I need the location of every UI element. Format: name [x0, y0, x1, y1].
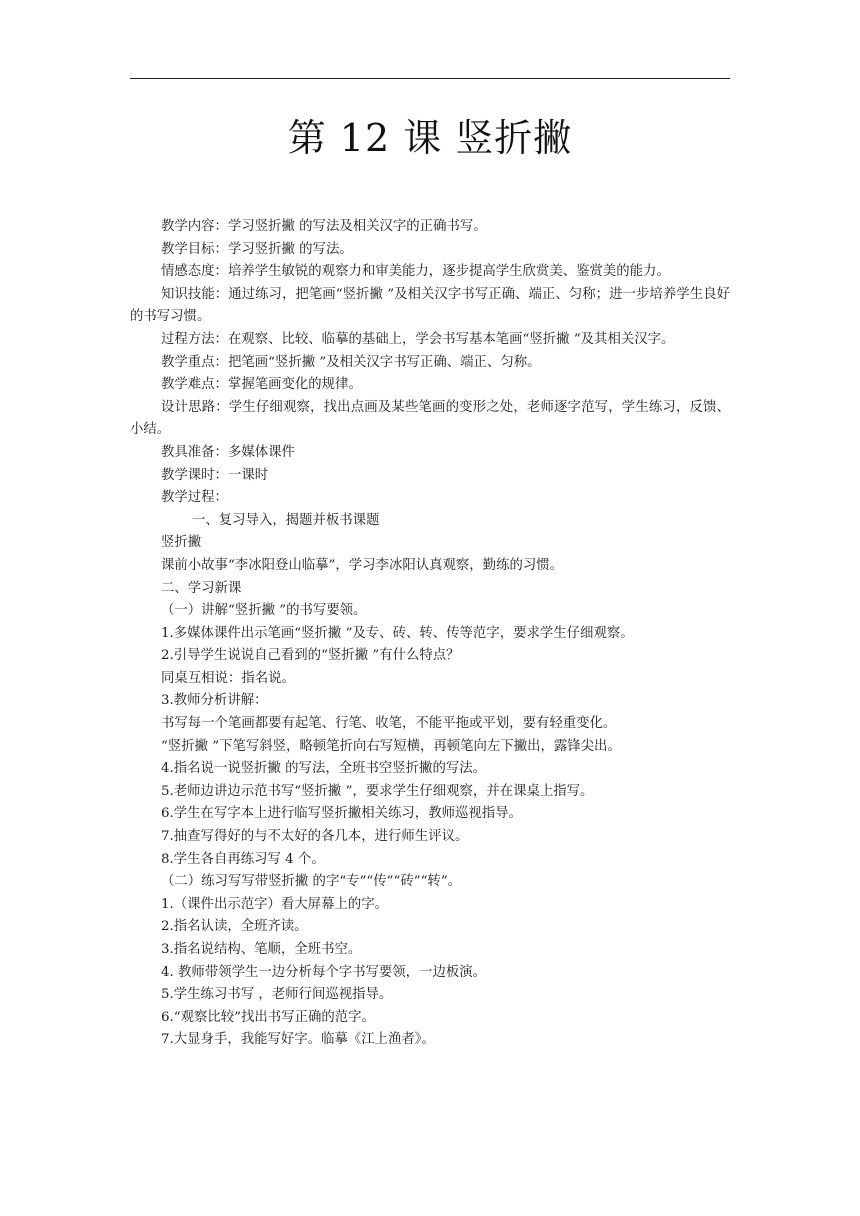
paragraph: 8.学生各自再练习写 4 个。	[161, 851, 325, 867]
paragraph: 设计思路：学生仔细观察，找出点画及某些笔画的变形之处，老师逐字范写，学生练习，反馈、小结。	[130, 399, 730, 438]
paragraph: 竖折撇	[161, 535, 202, 551]
paragraph: 教学过程：	[161, 490, 228, 506]
paragraph: 二、学习新课	[161, 580, 242, 596]
paragraph: 知识技能：通过练习，把笔画“竖折撇 ”及相关汉字书写正确、端正、匀称；进一步培养学生良好的书写习惯。	[130, 286, 730, 325]
paragraph: 教学目标：学习竖折撇 的写法。	[161, 241, 353, 257]
paragraph: 同桌互相说：指名说。	[161, 670, 295, 686]
paragraph: 教学课时：一课时	[161, 467, 269, 483]
paragraph: （二）练习写写带竖折撇 的字“专”“传”“砖”“转”。	[161, 874, 462, 890]
paragraph: 3.教师分析讲解：	[161, 693, 268, 709]
paragraph: 2.引导学生说说自己看到的“竖折撇 ”有什么特点？	[161, 648, 460, 664]
paragraph: 教学内容：学习竖折撇 的写法及相关汉字的正确书写。	[161, 219, 487, 234]
paragraph: 书写每一个笔画都要有起笔、行笔、收笔，不能平拖或平划，要有轻重变化。	[161, 716, 617, 732]
paragraph: 6.“观察比较”找出书写正确的范字。	[161, 1009, 375, 1025]
paragraph: 6.学生在写字本上进行临写竖折撇相关练习，教师巡视指导。	[161, 806, 522, 822]
page-title: 第 12 课 竖折撇	[287, 116, 573, 160]
paragraph: 情感态度：培养学生敏锐的观察力和审美能力，逐步提高学生欣赏美、鉴赏美的能力。	[161, 264, 670, 280]
paragraph: 过程方法：在观察、比较、临摹的基础上，学会书写基本笔画“竖折撇 ”及其相关汉字。	[161, 331, 675, 347]
header-rule	[130, 78, 730, 79]
paragraph: 教学重点：把笔画“竖折撇 ”及相关汉字书写正确、端正、匀称。	[161, 354, 541, 370]
paragraph: 2.指名认读，全班齐读。	[161, 919, 308, 935]
paragraph: 7.抽查写得好的与不太好的各几本，进行师生评议。	[161, 829, 469, 845]
paragraph: 4. 教师带领学生一边分析每个字书写要领，一边板演。	[161, 964, 487, 980]
paragraph: 教学难点：掌握笔画变化的规律。	[161, 377, 362, 393]
document-body	[130, 216, 730, 1052]
paragraph: 3.指名说结构、笔顺，全班书空。	[161, 942, 362, 957]
paragraph: （一）讲解“竖折撇 ”的书写要领。	[161, 603, 367, 619]
paragraph: 5.老师边讲边示范书写“竖折撇 ”，要求学生仔细观察，并在课桌上指写。	[161, 783, 594, 799]
paragraph: 4.指名说一说竖折撇 的写法，全班书空竖折撇的写法。	[161, 761, 487, 777]
paragraph: 1.多媒体课件出示笔画“竖折撇 ”及专、砖、转、传等范字，要求学生仔细观察。	[161, 625, 634, 641]
paragraph: 教具准备：多媒体课件	[161, 444, 295, 460]
paragraph: “竖折撇 ”下笔写斜竖，略顿笔折向右写短横，再顿笔向左下撇出，露锋尖出。	[161, 738, 621, 754]
paragraph: 5.学生练习书写 ，老师行间巡视指导。	[161, 987, 393, 1003]
paragraph: 课前小故事“李冰阳登山临摹”，学习李冰阳认真观察，勤练的习惯。	[161, 557, 564, 573]
paragraph: 7.大显身手，我能写好字。临摹《江上渔者》。	[161, 1032, 435, 1048]
paragraph: 1.（课件出示范字）看大屏幕上的字。	[161, 896, 389, 912]
paragraph: 一、复习导入，揭题并板书课题	[192, 512, 380, 528]
